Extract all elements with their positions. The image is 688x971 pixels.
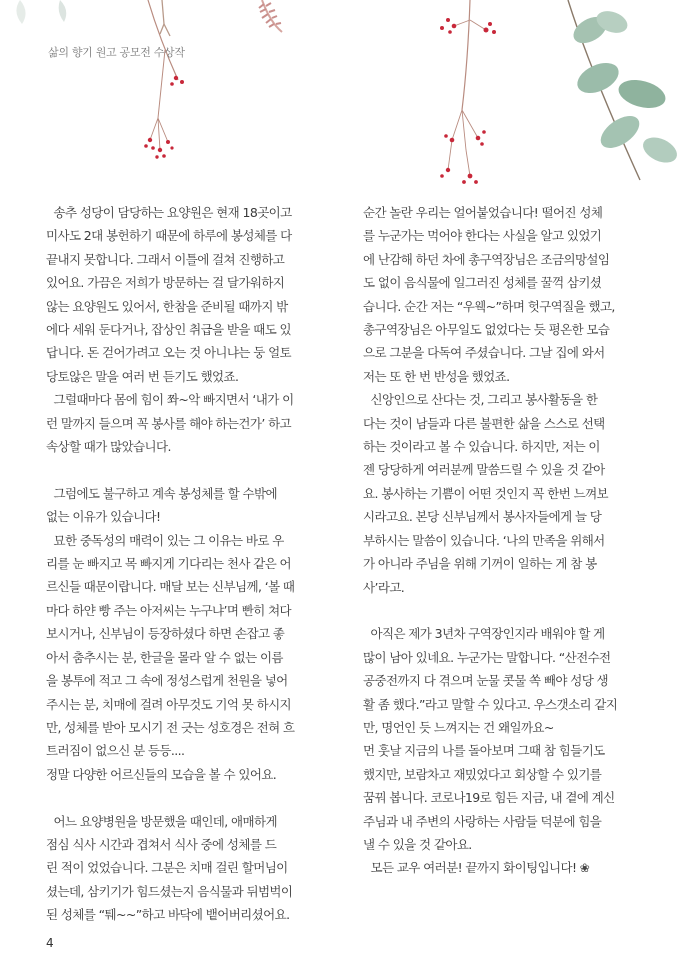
paragraph-line: 만, 성체를 받아 모시기 전 긋는 성호경은 전혀 흐: [46, 719, 295, 735]
paragraph-line: 먼 훗날 지금의 나를 돌아보며 그때 참 힘들기도: [363, 743, 605, 759]
paragraph-line: 속상할 때가 많았습니다.: [46, 439, 171, 455]
paragraph-line: 그럴때마다 몸에 힘이 쫘~악 빠지면서 ‘내가 이: [53, 392, 294, 408]
paragraph-line: 어느 요양병원을 방문했을 때인데, 애매하게: [53, 813, 277, 829]
header-label: 삶의 향기 원고 공모전 수상작: [48, 46, 185, 59]
paragraph-line: 당토않은 말을 여러 번 듣기도 했었죠.: [46, 368, 239, 384]
closing-line: [363, 856, 646, 880]
paragraph-line: 송추 성당이 담당하는 요양원은 현재 18곳이고: [53, 205, 292, 220]
paragraph-line: 리를 눈 빠지고 목 빠지게 기다리는 천사 같은 어: [46, 556, 292, 572]
paragraph-line: 꿈꿔 봅니다. 코로나19로 힘든 지금, 내 곁에 계신: [363, 790, 615, 806]
paragraph-line: 저는 또 한 번 반성을 했었죠.: [363, 368, 510, 384]
paragraph-line: 다는 것이 남들과 다른 불편한 삶을 스스로 선택: [363, 415, 605, 431]
paragraph-line: 끝내지 못합니다. 그래서 이틀에 걸쳐 진행하고: [46, 251, 285, 267]
closing-text: 모든 교우 여러분! 끝까지 화이팅입니다!: [370, 860, 577, 876]
paragraph-line: 답니다. 돈 걷어가려고 오는 것 아니냐는 둥 얼토: [46, 345, 292, 361]
red-babys-breath-icon: [144, 0, 184, 159]
article-column-left: [46, 201, 329, 927]
paragraph-line: 있어요. 가끔은 저희가 방문하는 걸 달가워하지: [46, 275, 285, 291]
leaf-icon: [16, 0, 66, 24]
paragraph-line: 미사도 2대 봉헌하기 때문에 하루에 봉성체를 다: [46, 228, 292, 244]
paragraph-line: 했지만, 보람차고 재밌었다고 회상할 수 있기를: [363, 766, 602, 782]
paragraph-line: 가 아니라 주님을 위해 기꺼이 일하는 게 참 봉: [363, 556, 597, 572]
paragraph-line: 않는 요양원도 있어서, 한참을 준비될 때까지 밖: [46, 298, 288, 314]
eucalyptus-icon: [568, 0, 681, 180]
paragraph-line: 보시거나, 신부님이 등장하셨다 하면 손잡고 좋: [46, 626, 285, 642]
paragraph-line: 도 없이 음식물에 일그러진 성체를 꿀꺽 삼키셨: [363, 275, 602, 291]
paragraph-line: 셨는데, 삼키기가 힘드셨는지 음식물과 뒤범벅이: [46, 883, 293, 899]
blank-line: [363, 599, 646, 622]
paragraph-line: 런 말까지 들으며 꼭 봉사를 해야 하는건가’ 하고: [46, 415, 292, 431]
paragraph-line: 를 누군가는 먹어야 한다는 사실을 알고 있었기: [363, 228, 602, 244]
paragraph-line: 을 봉투에 적고 그 속에 정성스럽게 천원을 넣어: [46, 673, 288, 689]
paragraph-line: 젠 당당하게 여러분께 말씀드릴 수 있을 것 같아: [363, 462, 605, 478]
paragraph-line: 주시는 분, 치매에 걸려 아무것도 기억 못 하시지: [46, 696, 292, 712]
paragraph-line: 부하시는 말씀이 있습니다. ‘나의 만족을 위해서: [363, 532, 605, 548]
paragraph-line: 린 적이 었었습니다. 그분은 치매 걸린 할머님이: [46, 860, 288, 876]
paragraph-line: 신앙인으로 산다는 것, 그리고 봉사활동을 한: [370, 392, 598, 408]
paragraph-line: 된 성체를 “퉤~~”하고 바닥에 뱉어버리셨어요.: [46, 907, 290, 923]
botanical-decoration: [0, 0, 688, 200]
blank-line: [46, 458, 329, 481]
paragraph-line: 점심 식사 시간과 겹쳐서 식사 중에 성체를 드: [46, 836, 277, 852]
paragraph-line: 정말 다양한 어르신들의 모습을 볼 수 있어요.: [46, 766, 277, 782]
paragraph-line: 시라고요. 본당 신부님께서 봉사자들에게 늘 당: [363, 509, 602, 525]
heather-sprig-icon: [259, 0, 282, 32]
paragraph-line: 공중전까지 다 겪으며 눈물 콧물 쏙 빼야 성당 생: [363, 673, 609, 689]
twig-icon: [160, 0, 170, 36]
paragraph-line: 습니다. 순간 저는 “우웩~”하며 헛구역질을 했고,: [363, 298, 615, 314]
paragraph-line: 그럼에도 불구하고 계속 봉성체를 할 수밖에: [53, 485, 277, 501]
paragraph-line: 활 좀 했다.”라고 말할 수 있다고. 우스갯소리 같지: [363, 696, 618, 712]
paragraph-line: 낼 수 있을 것 같아요.: [363, 836, 472, 852]
blank-line: [46, 786, 329, 809]
flower-icon: ❀: [579, 861, 590, 876]
paragraph-line: 에다 세워 둔다거나, 잡상인 취급을 받을 때도 있: [46, 322, 292, 338]
paragraph-line: 요. 봉사하는 기쁨이 어떤 것인지 꼭 한번 느껴보: [363, 485, 609, 501]
paragraph-line: 주님과 내 주변의 사랑하는 사람들 덕분에 힘을: [363, 813, 602, 829]
paragraph-line: 마다 하얀 빵 주는 아저씨는 누구냐’며 빤히 쳐다: [46, 602, 292, 618]
paragraph-line: 르신들 때문이랍니다. 매달 보는 신부님께, ‘볼 때: [46, 579, 295, 595]
paragraph-line: 만, 명언인 듯 느껴지는 건 왜일까요~: [363, 719, 554, 735]
paragraph-line: 아서 춤추시는 분, 한글을 몰라 알 수 없는 이름: [46, 649, 283, 665]
paragraph-line: 없는 이유가 있습니다!: [46, 509, 161, 525]
paragraph-line: 총구역장님은 아무일도 없었다는 듯 평온한 모습: [363, 322, 610, 338]
paragraph-line: 순간 놀란 우리는 얼어붙었습니다! 떨어진 성체: [363, 205, 603, 220]
article-column-right: [363, 201, 646, 881]
paragraph-line: 에 난감해 하던 차에 총구역장님은 조금의망설임: [363, 251, 610, 267]
paragraph-line: 아직은 제가 3년차 구역장인지라 배워야 할 게: [370, 626, 605, 642]
paragraph-line: 사’라고.: [363, 579, 405, 595]
paragraph-line: 하는 것이라고 볼 수 있습니다. 하지만, 저는 이: [363, 439, 600, 455]
paragraph-line: 묘한 중독성의 매력이 있는 그 이유는 바로 우: [53, 532, 284, 548]
paragraph-line: 으로 그분을 다독여 주셨습니다. 그날 집에 와서: [363, 345, 605, 361]
paragraph-line: 많이 남아 있네요. 누군가는 말합니다. “산전수전: [363, 649, 611, 665]
paragraph-line: 트러짐이 없으신 분 등등....: [46, 743, 185, 759]
page-number: 4: [46, 936, 54, 950]
red-flower-cluster-icon: [440, 0, 496, 184]
